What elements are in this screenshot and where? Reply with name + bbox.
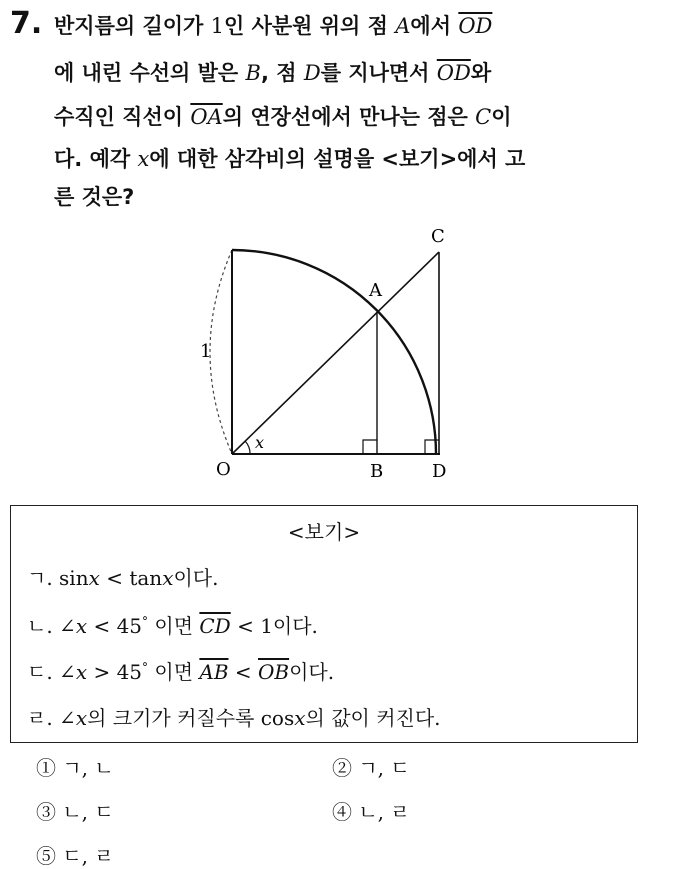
question-text-line-3: 수직인 직선이 $\overline{OA}$의 연장선에서 만나는 점은 C이 bbox=[54, 105, 512, 129]
label-radius-1: 1 bbox=[200, 341, 212, 362]
label-d: D bbox=[432, 461, 447, 482]
bogi-item-4: ㄹ. ∠x의 크기가 커질수록 cosx의 값이 커진다. bbox=[27, 706, 441, 730]
label-a: A bbox=[369, 280, 382, 301]
choice-2[interactable]: ② ㄱ, ㄷ bbox=[332, 756, 410, 780]
question-text-line-5: 른 것은? bbox=[54, 185, 135, 209]
quarter-circle-figure bbox=[180, 222, 480, 494]
bogi-item-2: ㄴ. ∠x < 45° 이면 $\overline{CD} < 1$이다. bbox=[27, 614, 318, 638]
bogi-title: <보기> bbox=[287, 520, 361, 544]
right-angle-mark-b bbox=[363, 440, 377, 454]
bogi-box bbox=[10, 505, 638, 743]
label-o: O bbox=[216, 459, 231, 480]
bogi-item-1: ㄱ. sinx < tanx이다. bbox=[27, 566, 219, 590]
bogi-item-3: ㄷ. ∠x > 45° 이면 $\overline{AB} < \overline{OB}$이다. bbox=[27, 660, 335, 684]
label-c: C bbox=[431, 226, 445, 247]
question-number: 7. bbox=[10, 6, 43, 41]
radius-brace bbox=[210, 250, 232, 454]
angle-arc-x bbox=[245, 441, 250, 454]
question-text-line-1: 반지름의 길이가 1인 사분원 위의 점 A에서 $\overline{OD}$ bbox=[54, 14, 493, 38]
label-b: B bbox=[370, 461, 384, 482]
label-angle-x: x bbox=[255, 433, 265, 452]
choice-3[interactable]: ③ ㄴ, ㄷ bbox=[36, 800, 114, 824]
question-text-line-2: 에 내린 수선의 발은 B, 점 D를 지나면서 $\overline{OD}$와 bbox=[54, 61, 492, 85]
choice-1[interactable]: ① ㄱ, ㄴ bbox=[36, 756, 114, 780]
choice-4[interactable]: ④ ㄴ, ㄹ bbox=[332, 800, 410, 824]
choice-5[interactable]: ⑤ ㄷ, ㄹ bbox=[36, 844, 114, 868]
question-text-line-4: 다. 예각 x에 대한 삼각비의 설명을 <보기>에서 고 bbox=[54, 147, 526, 171]
